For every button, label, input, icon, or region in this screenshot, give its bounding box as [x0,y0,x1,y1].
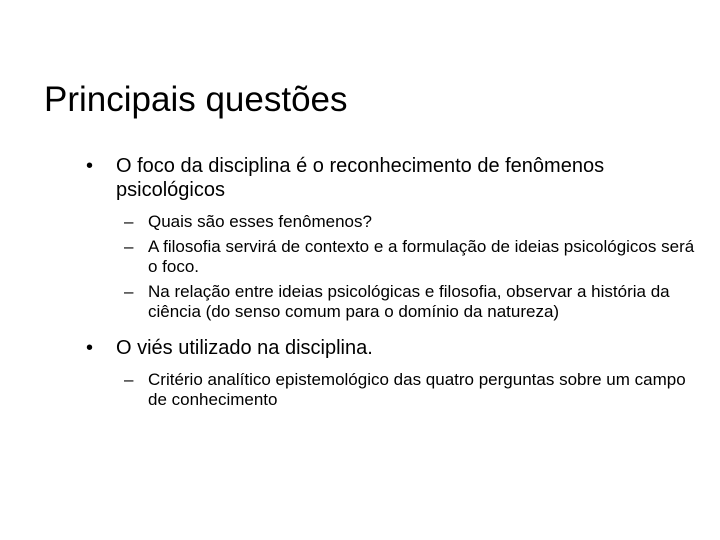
bullet-item-1 [86,154,696,202]
bullet-item-2 [86,336,696,360]
slide-content [86,154,696,410]
sub-item-text: Critério analítico epistemológico das quatro perguntas sobre um campo de conhecimento [148,370,686,409]
sub-item-1-3 [86,282,696,322]
dash-icon: – [124,237,134,256]
dash-icon: – [124,282,134,301]
sub-item-text: A filosofia servirá de contexto e a formulação de ideias psicológicos será o foco. [148,237,695,276]
dash-icon: – [124,370,134,389]
sub-item-2-1 [86,370,696,410]
sub-item-1-2 [86,237,696,277]
bullet-icon: • [86,337,94,359]
bullet-icon: • [86,155,94,177]
bullet-item-text: O foco da disciplina é o reconhecimento de fenômenos psicológicos [116,155,605,201]
slide-title: Principais questões [44,80,348,119]
dash-icon: – [124,212,134,231]
sub-item-text: Na relação entre ideias psicológicas e filosofia, observar a história da ciência (do senso comum para o domínio da natureza) [148,282,670,321]
bullet-item-text: O viés utilizado na disciplina. [116,337,373,359]
sub-item-1-1 [86,212,696,232]
sub-item-text: Quais são esses fenômenos? [148,212,372,231]
